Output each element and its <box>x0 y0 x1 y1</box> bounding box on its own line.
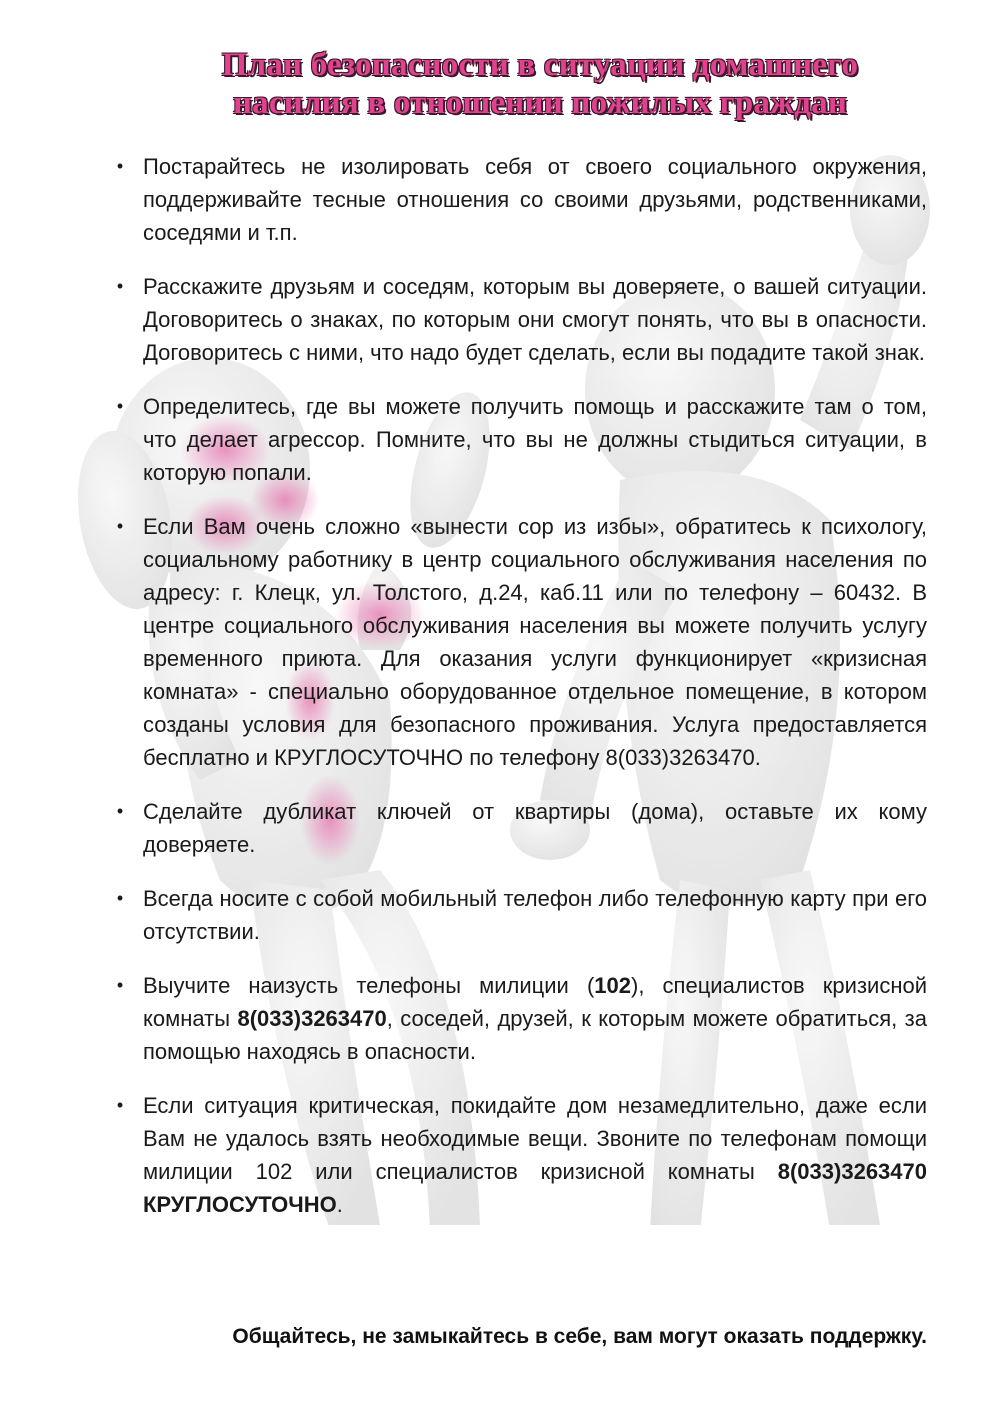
list-item-text <box>143 1093 927 1217</box>
text-part: Если ситуация критическая, покидайте дом незамедлительно, даже если Вам не удалось взять необходимые вещи. Звоните по телефонам помощи милиции 102 или специалистов кризисной комнаты <box>143 1093 927 1184</box>
text-part: . <box>336 1192 343 1217</box>
bullet-icon: • <box>116 396 124 416</box>
text-part: , соседей, друзей, к которым можете обратиться, за помощью находясь в опасности. <box>143 1006 927 1064</box>
list-item <box>116 882 927 948</box>
text-part: ), специалистов кризисной комнаты <box>143 973 927 1031</box>
bullet-icon: • <box>116 888 124 908</box>
list-item-text: Сделайте дубликат ключей от квартиры (дома), оставьте их кому доверяете. <box>143 799 927 857</box>
list-item-text: Всегда носите с собой мобильный телефон либо телефонную карту при его отсутствии. <box>143 886 927 944</box>
page-title-line-1: План безопасности в ситуации домашнего <box>221 47 859 83</box>
crisis-room-phone-24h: 8(033)3263470 КРУГЛОСУТОЧНО <box>143 1159 927 1217</box>
list-item <box>116 150 927 249</box>
bullet-icon: • <box>116 516 124 536</box>
list-item-text: Если Вам очень сложно «вынести сор из избы», обратитесь к психологу, социальному работнику в центр социального обслуживания населения по адресу: г. Клецк, ул. Толстого, д.24, каб.11 или по телефону – 60432. В центре социального обслуживания населения вы можете получить услугу временного приюта. Для оказания услуги функционирует «кризисная комната» - специально оборудованное отдельное помещение, в котором созданы условия для безопасного проживания. Услуга предоставляется бесплатно и КРУГЛОСУТОЧНО по телефону 8(033)3263470. <box>143 514 927 770</box>
police-phone: 102 <box>594 973 631 998</box>
list-item-text <box>143 973 927 1064</box>
list-item <box>116 510 927 774</box>
list-item-text: Определитесь, где вы можете получить помощь и расскажите там о том, что делает агрессор. Помните, что вы не должны стыдиться ситуации, в которую попали. <box>143 394 927 485</box>
list-item-text: Постарайтесь не изолировать себя от своего социального окружения, поддерживайте тесные отношения со своими друзьями, родственниками, соседями и т.п. <box>143 154 927 245</box>
safety-plan-list <box>116 150 927 1242</box>
list-item <box>116 969 927 1068</box>
closing-statement: Общайтесь, не замыкайтесь в себе, вам могут оказать поддержку. <box>232 1325 927 1348</box>
bullet-icon: • <box>116 276 124 296</box>
page-title-line-2: насилия в отношении пожилых граждан <box>232 85 848 121</box>
list-item <box>116 795 927 861</box>
list-item <box>116 1089 927 1221</box>
list-item <box>116 270 927 369</box>
crisis-room-phone: 8(033)3263470 <box>237 1006 387 1031</box>
text-part: Выучите наизусть телефоны милиции ( <box>143 973 595 998</box>
bullet-icon: • <box>116 156 124 176</box>
page-title <box>90 46 990 122</box>
bullet-icon: • <box>116 801 124 821</box>
bullet-icon: • <box>116 1095 124 1115</box>
bullet-icon: • <box>116 975 124 995</box>
list-item-text: Расскажите друзьям и соседям, которым вы доверяете, о вашей ситуации. Договоритесь о знаках, по которым они смогут понять, что вы в опасности. Договоритесь с ними, что надо будет сделать, если вы подадите такой знак. <box>143 274 927 365</box>
list-item <box>116 390 927 489</box>
